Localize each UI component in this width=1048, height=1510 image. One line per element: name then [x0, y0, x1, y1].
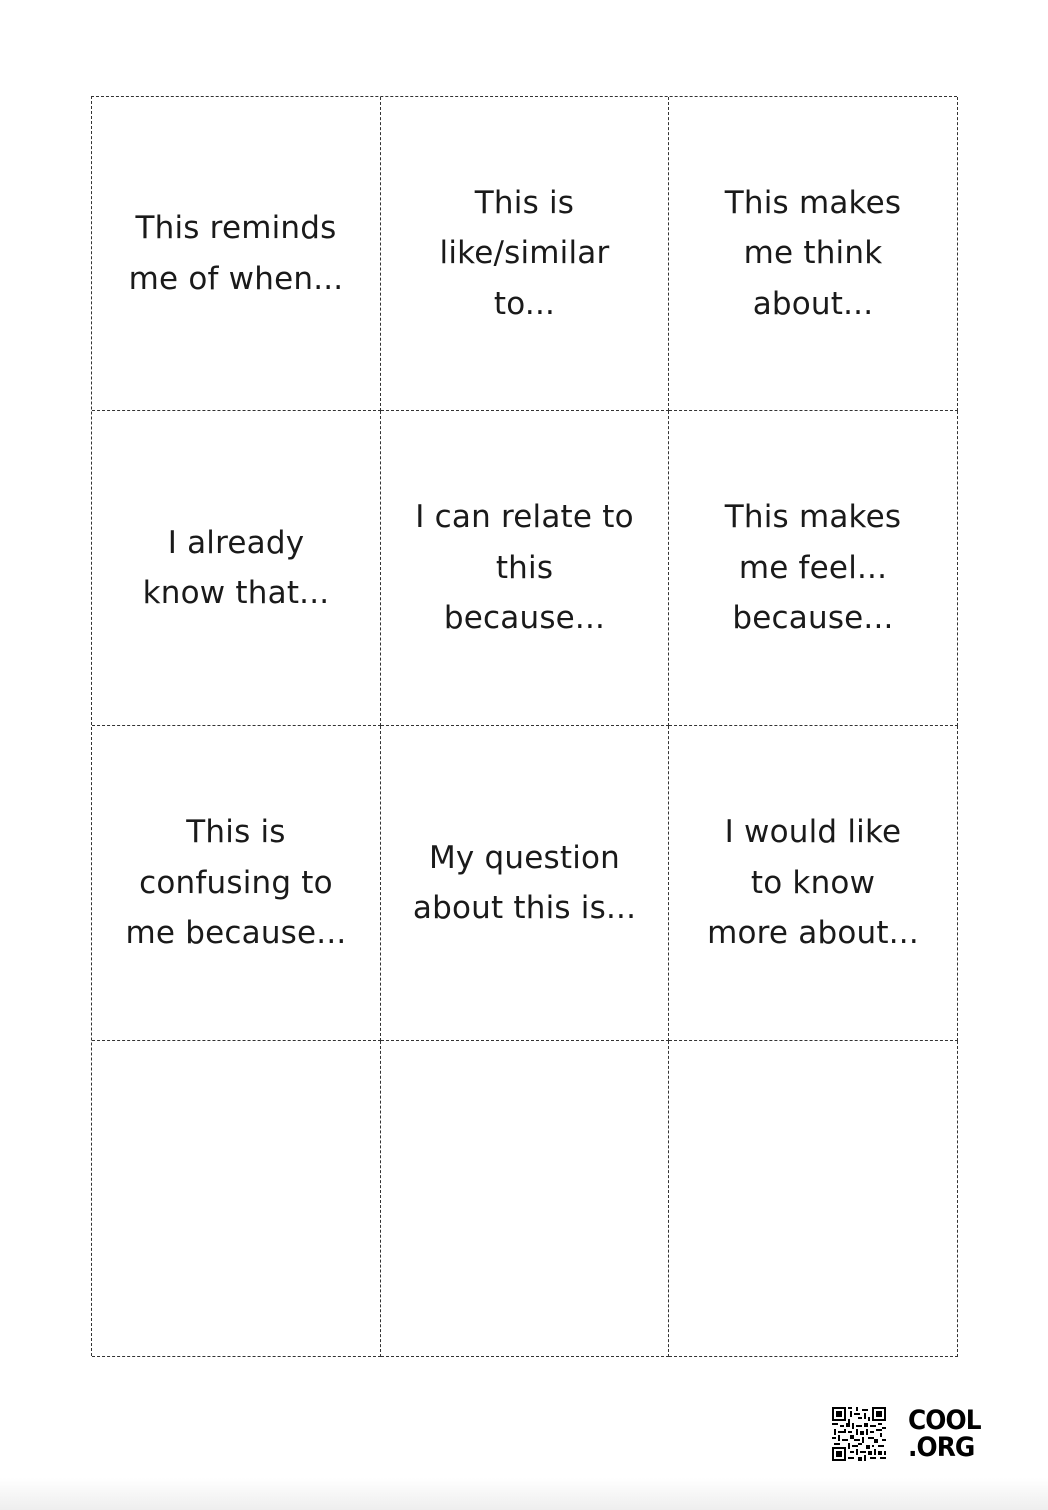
card-2-text: This is like/similar to... — [439, 184, 610, 322]
card-10-blank — [92, 1041, 381, 1357]
footer-branding — [832, 1406, 987, 1462]
card-11-blank — [381, 1041, 669, 1357]
logo-line-2: .ORG — [908, 1432, 975, 1463]
card-8 — [381, 726, 669, 1041]
card-1-text: This reminds me of when... — [128, 210, 344, 297]
card-5 — [381, 411, 669, 726]
card-6 — [669, 411, 958, 726]
card-5-text: I can relate to this because... — [415, 499, 634, 637]
logo-line-1: COOL — [908, 1405, 981, 1436]
flashcard-grid — [91, 96, 957, 1356]
card-7-text: This is confusing to me because... — [125, 814, 347, 952]
cool-org-logo[interactable] — [908, 1407, 987, 1461]
card-6-text: This makes me feel... because... — [724, 499, 902, 637]
card-4-text: I already know that... — [142, 524, 330, 611]
card-9 — [669, 726, 958, 1041]
card-1 — [92, 97, 381, 411]
card-4 — [92, 411, 381, 726]
card-3-text: This makes me think about... — [724, 184, 902, 322]
card-8-text: My question about this is... — [412, 839, 637, 926]
card-9-text: I would like to know more about... — [707, 814, 919, 952]
card-3 — [669, 97, 958, 411]
qr-code-icon[interactable] — [832, 1407, 886, 1461]
card-2 — [381, 97, 669, 411]
card-7 — [92, 726, 381, 1041]
card-12-blank — [669, 1041, 958, 1357]
page-bottom-shadow — [0, 1478, 1048, 1510]
